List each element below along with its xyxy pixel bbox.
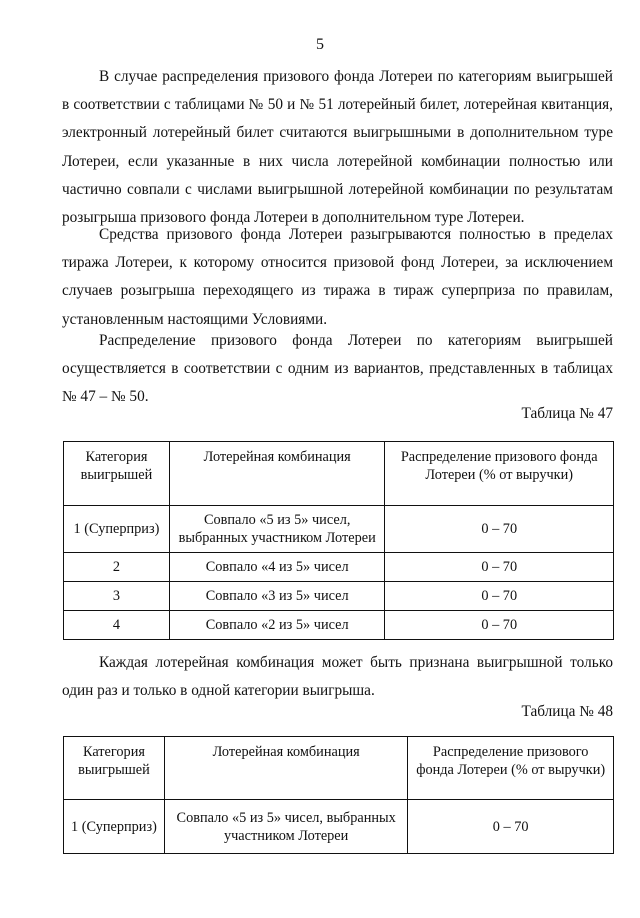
header-combination: Лотерейная комбинация [169, 442, 385, 506]
cell-category: 4 [64, 611, 170, 640]
cell-category: 1 (Суперприз) [64, 800, 165, 854]
cell-category: 2 [64, 553, 170, 582]
header-category: Категория выигрышей [64, 737, 165, 800]
cell-combination: Совпало «5 из 5» чисел, выбранных участником Лотереи [164, 800, 407, 854]
header-distribution: Распределение призового фонда Лотереи (% от выручки) [385, 442, 614, 506]
table-row [64, 800, 614, 854]
cell-combination: Совпало «2 из 5» чисел [169, 611, 385, 640]
cell-combination: Совпало «5 из 5» чисел, выбранных участником Лотереи [169, 506, 385, 553]
cell-combination: Совпало «3 из 5» чисел [169, 582, 385, 611]
cell-distribution: 0 – 70 [408, 800, 614, 854]
cell-category: 1 (Суперприз) [64, 506, 170, 553]
paragraph-prize-fund-drawing: Средства призового фонда Лотереи разыгрываются полностью в пределах тиража Лотереи, к которому относится призовой фонд Лотереи, за исключением случаев розыгрыша переходящего из тиража в тираж суперприза по правилам, установленным настоящими Условиями. [62, 226, 613, 328]
cell-distribution: 0 – 70 [385, 611, 614, 640]
header-combination: Лотерейная комбинация [164, 737, 407, 800]
page-number: 5 [316, 36, 324, 53]
prize-table-47 [63, 441, 614, 640]
header-category: Категория выигрышей [64, 442, 170, 506]
table-row [64, 506, 614, 553]
header-distribution: Распределение призового фонда Лотереи (% от выручки) [408, 737, 614, 800]
table-header-row [64, 442, 614, 506]
table-48-caption: Таблица № 48 [521, 703, 613, 720]
cell-distribution: 0 – 70 [385, 506, 614, 553]
table-row [64, 582, 614, 611]
table-header-row [64, 737, 614, 800]
table-row [64, 553, 614, 582]
cell-distribution: 0 – 70 [385, 582, 614, 611]
paragraph-prize-distribution-additional-round: В случае распределения призового фонда Лотереи по категориям выигрышей в соответствии с таблицами № 50 и № 51 лотерейный билет, лотерейная квитанция, электронный лотерейный билет считаются выигрышными в дополнительном туре Лотереи, если указанные в них числа лотерейной комбинации полностью или частично совпали с числами выигрышной лотерейной комбинации по результатам розыгрыша призового фонда Лотереи в дополнительном туре Лотереи. [62, 68, 613, 227]
cell-combination: Совпало «4 из 5» чисел [169, 553, 385, 582]
prize-table-48 [63, 736, 614, 854]
table-47-caption: Таблица № 47 [521, 405, 613, 422]
cell-category: 3 [64, 582, 170, 611]
paragraph-distribution-variants: Распределение призового фонда Лотереи по категориям выигрышей осуществляется в соответствии с одним из вариантов, представленных в таблицах № 47 – № 50. [62, 332, 613, 406]
cell-distribution: 0 – 70 [385, 553, 614, 582]
table-row [64, 611, 614, 640]
paragraph-single-win-rule: Каждая лотерейная комбинация может быть признана выигрышной только один раз и только в одной категории выигрыша. [62, 654, 613, 700]
